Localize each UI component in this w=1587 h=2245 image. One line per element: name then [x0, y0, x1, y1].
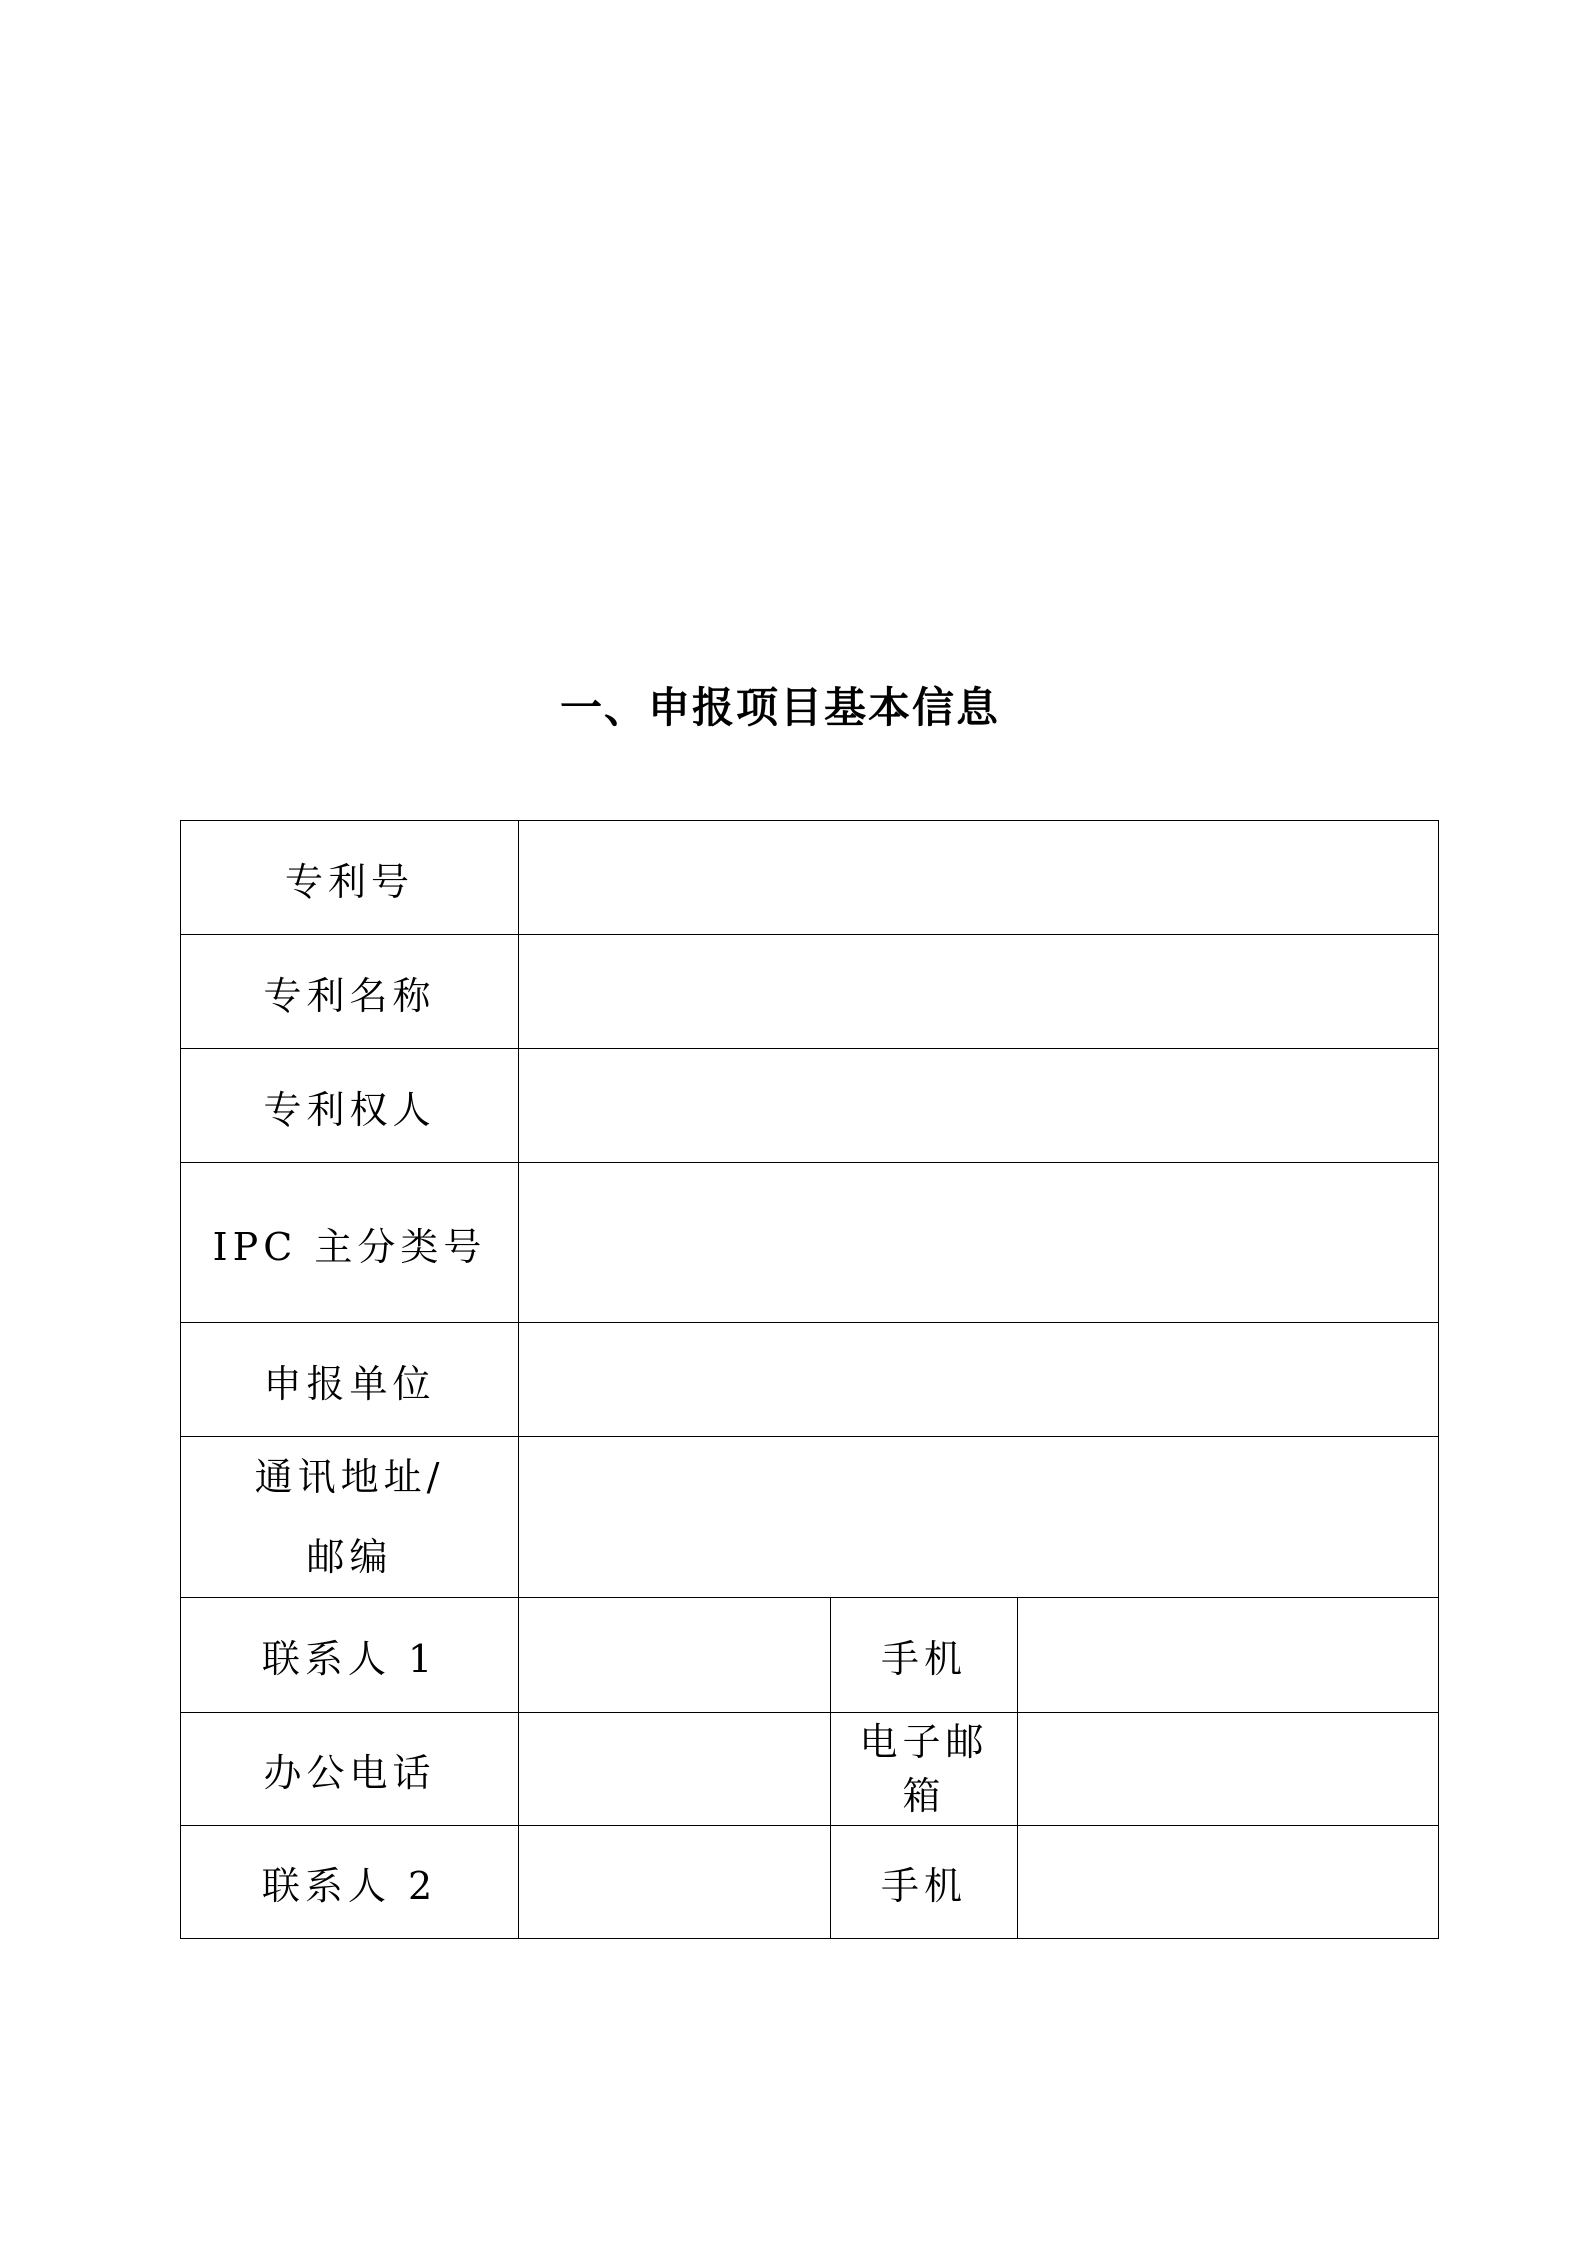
table-row-applicant-unit	[181, 1323, 1439, 1437]
table-row-address	[181, 1437, 1439, 1598]
patentee-field[interactable]	[519, 1049, 1439, 1163]
office-phone-field[interactable]	[519, 1713, 831, 1826]
contact-2-label: 联系人 2	[181, 1826, 519, 1939]
contact-2-mobile-label: 手机	[831, 1826, 1018, 1939]
address-label-cell	[181, 1437, 519, 1598]
ipc-class-field[interactable]	[519, 1163, 1439, 1323]
patent-number-label: 专利号	[181, 821, 519, 935]
table-row-contact-1	[181, 1598, 1439, 1713]
patent-number-field[interactable]	[519, 821, 1439, 935]
contact-1-mobile-field[interactable]	[1018, 1598, 1439, 1713]
table-row-patent-number	[181, 821, 1439, 935]
address-field[interactable]	[519, 1437, 1439, 1598]
contact-1-mobile-label: 手机	[831, 1598, 1018, 1713]
ipc-class-label: IPC 主分类号	[181, 1163, 519, 1323]
patent-name-field[interactable]	[519, 935, 1439, 1049]
contact-1-field[interactable]	[519, 1598, 831, 1713]
applicant-unit-label: 申报单位	[181, 1323, 519, 1437]
patentee-label: 专利权人	[181, 1049, 519, 1163]
email-label: 电子邮箱	[859, 1720, 989, 1818]
email-field[interactable]	[1018, 1713, 1439, 1826]
address-label: 通讯地址/邮编	[254, 1455, 445, 1579]
table-row-office-phone	[181, 1713, 1439, 1826]
email-label-cell	[831, 1713, 1018, 1826]
applicant-unit-field[interactable]	[519, 1323, 1439, 1437]
table-row-ipc-class	[181, 1163, 1439, 1323]
project-info-table	[180, 820, 1439, 1939]
contact-2-field[interactable]	[519, 1826, 831, 1939]
table-row-contact-2	[181, 1826, 1439, 1939]
contact-1-label: 联系人 1	[181, 1598, 519, 1713]
table-row-patentee	[181, 1049, 1439, 1163]
office-phone-label: 办公电话	[181, 1713, 519, 1826]
contact-2-mobile-field[interactable]	[1018, 1826, 1439, 1939]
section-title: 一、申报项目基本信息	[559, 683, 1000, 732]
table-row-patent-name	[181, 935, 1439, 1049]
patent-name-label: 专利名称	[181, 935, 519, 1049]
